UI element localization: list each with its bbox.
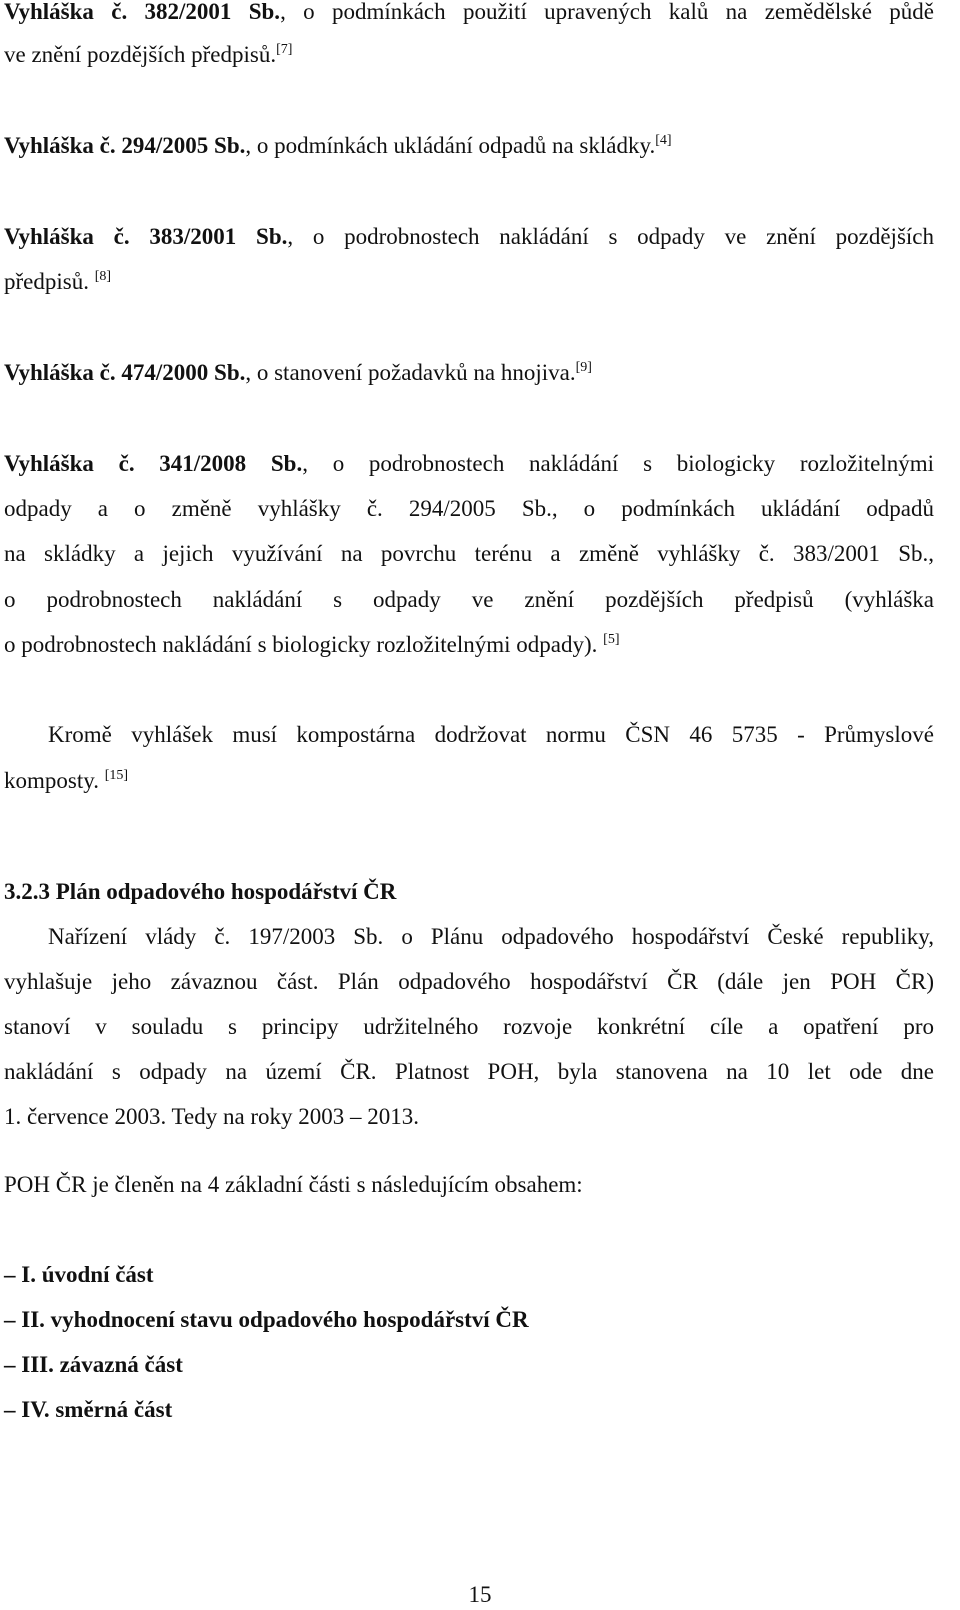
- law-line: ve znění pozdějších předpisů.[7]: [4, 42, 293, 67]
- list-item: – I. úvodní část: [4, 1262, 154, 1287]
- section-paragraph-line: Nařízení vlády č. 197/2003 Sb. o Plánu odpadového hospodářství České republiky,: [48, 924, 934, 949]
- law-line: odpady a o změně vyhlášky č. 294/2005 Sb., o podmínkách ukládání odpadů: [4, 496, 934, 521]
- law-title: Vyhláška č. 383/2001 Sb.: [4, 224, 288, 249]
- section-paragraph-line: stanoví v souladu s principy udržitelného rozvoje konkrétní cíle a opatření pro: [4, 1014, 934, 1039]
- section-paragraph-line: vyhlašuje jeho závaznou část. Plán odpadového hospodářství ČR (dále jen POH ČR): [4, 969, 934, 994]
- reference: [4]: [655, 133, 672, 148]
- csn-paragraph-line: Kromě vyhlášek musí kompostárna dodržovat normu ČSN 46 5735 - Průmyslové: [48, 722, 934, 747]
- reference: [5]: [603, 632, 620, 647]
- law-line: Vyhláška č. 341/2008 Sb., o podrobnostech nakládání s biologicky rozložitelnými: [4, 451, 935, 476]
- section-heading: 3.2.3 Plán odpadového hospodářství ČR: [4, 879, 397, 904]
- law-title: Vyhláška č. 382/2001 Sb.: [4, 0, 281, 24]
- csn-paragraph-line: komposty. [15]: [4, 768, 129, 793]
- law-line: Vyhláška č. 383/2001 Sb., o podrobnostech nakládání s odpady ve znění pozdějších: [4, 224, 935, 249]
- section-paragraph-line: 1. července 2003. Tedy na roky 2003 – 2013.: [4, 1104, 420, 1129]
- law-line: o podrobnostech nakládání s biologicky rozložitelnými odpady). [5]: [4, 632, 620, 657]
- law-line: na skládky a jejich využívání na povrchu terénu a změně vyhlášky č. 383/2001 Sb.,: [4, 541, 934, 566]
- law-line: předpisů. [8]: [4, 269, 112, 294]
- law-line: o podrobnostech nakládání s odpady ve znění pozdějších předpisů (vyhláška: [4, 587, 934, 612]
- reference: [7]: [276, 42, 293, 57]
- law-line: Vyhláška č. 382/2001 Sb., o podmínkách použití upravených kalů na zemědělské půdě: [4, 0, 934, 24]
- law-line: Vyhláška č. 474/2000 Sb., o stanovení požadavků na hnojiva.[9]: [4, 360, 592, 385]
- list-item: – III. závazná část: [4, 1352, 183, 1377]
- law-line: Vyhláška č. 294/2005 Sb., o podmínkách ukládání odpadů na skládky.[4]: [4, 133, 672, 158]
- law-title: Vyhláška č. 474/2000 Sb.: [4, 360, 246, 385]
- parts-intro: POH ČR je členěn na 4 základní části s následujícím obsahem:: [4, 1172, 583, 1197]
- reference: [8]: [94, 269, 112, 284]
- list-item: – II. vyhodnocení stavu odpadového hospodářství ČR: [4, 1307, 529, 1332]
- law-title: Vyhláška č. 294/2005 Sb.: [4, 133, 246, 158]
- reference: [9]: [575, 360, 592, 375]
- section-paragraph-line: nakládání s odpady na území ČR. Platnost POH, byla stanovena na 10 let ode dne: [4, 1059, 934, 1084]
- reference: [15]: [104, 768, 129, 783]
- list-item: – IV. směrná část: [4, 1397, 173, 1422]
- law-title: Vyhláška č. 341/2008 Sb.: [4, 451, 303, 476]
- page-number: 15: [468, 1582, 492, 1607]
